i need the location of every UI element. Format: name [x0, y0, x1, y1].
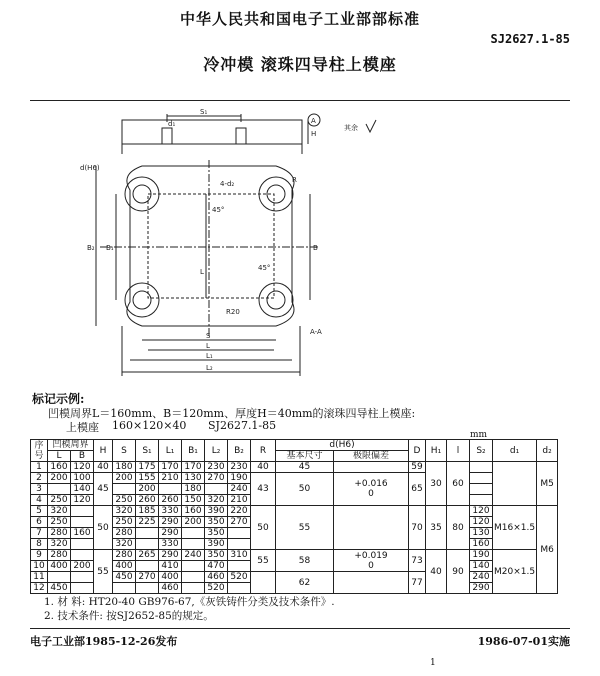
cell-l1: 400	[159, 572, 182, 583]
cell-l1: 410	[159, 561, 182, 572]
cell-l: 280	[48, 528, 71, 539]
cell-b1	[182, 561, 205, 572]
cell-s1: 265	[136, 550, 159, 561]
cell-seq: 11	[31, 572, 48, 583]
cell-b	[71, 539, 94, 550]
dim-angle-1: 45°	[212, 206, 225, 214]
cell-dd: 73	[409, 550, 426, 572]
cell-s1: 175	[136, 462, 159, 473]
elevation-hole-2	[236, 128, 246, 144]
cell-l: 320	[48, 506, 71, 517]
cell-l: 450	[48, 583, 71, 594]
cell-b: 120	[71, 462, 94, 473]
cell-s2	[470, 495, 493, 506]
cell-d-dev: +0.019 0	[334, 550, 409, 572]
cell-s1: 185	[136, 506, 159, 517]
cell-b1: 160	[182, 506, 205, 517]
cell-b: 200	[71, 561, 94, 572]
cell-b1	[182, 528, 205, 539]
cell-d-nom: 55	[276, 506, 334, 550]
cell-d-dev	[334, 506, 409, 550]
cell-s2: 130	[470, 528, 493, 539]
cell-s: 400	[113, 561, 136, 572]
spec-table-body	[31, 462, 558, 594]
cell-l-len: 80	[447, 506, 470, 550]
bushing-outer-br	[259, 283, 293, 317]
dim-r20: R20	[226, 308, 240, 316]
cell-l2: 230	[205, 462, 228, 473]
th-b1: B₁	[182, 440, 205, 462]
cell-seq: 3	[31, 484, 48, 495]
th-dd: D	[409, 440, 426, 462]
th-l: L	[48, 451, 71, 462]
cell-seq: 9	[31, 550, 48, 561]
cell-r: 55	[251, 550, 276, 572]
dim-l: L	[206, 342, 210, 350]
cell-s: 200	[113, 473, 136, 484]
cell-d-dev	[334, 462, 409, 473]
dim-s1: S₁	[200, 108, 208, 116]
cell-r: 40	[251, 462, 276, 473]
th-d1: d₁	[493, 440, 537, 462]
cell-h: 40	[94, 462, 113, 473]
cell-b2: 190	[228, 473, 251, 484]
cell-l	[48, 484, 71, 495]
cell-s2: 240	[470, 572, 493, 583]
cell-b2: 270	[228, 517, 251, 528]
cell-s: 450	[113, 572, 136, 583]
th-seq: 序号	[31, 440, 48, 462]
cell-s: 280	[113, 550, 136, 561]
marking-example-line1: 凹模周界L＝160mm、B＝120mm、厚度H＝40mm的滚珠四导柱上模座:	[48, 407, 416, 420]
cell-b2: 240	[228, 484, 251, 495]
cell-b2	[228, 539, 251, 550]
cell-b1	[182, 572, 205, 583]
cell-d-dev	[334, 572, 409, 594]
cell-l: 280	[48, 550, 71, 561]
cell-l1: 330	[159, 539, 182, 550]
th-l: l	[447, 440, 470, 462]
cell-s: 180	[113, 462, 136, 473]
dim-l1: L₁	[206, 352, 213, 360]
header-rule	[30, 100, 570, 101]
cell-b2: 230	[228, 462, 251, 473]
cell-h1: 30	[426, 462, 447, 506]
effective-date: 1986-07-01实施	[477, 635, 570, 648]
cell-s1: 200	[136, 484, 159, 495]
section-label: A-A	[310, 328, 322, 336]
cell-d1	[493, 462, 537, 506]
cell-l2: 390	[205, 506, 228, 517]
dim-angle-2: 45°	[258, 264, 271, 272]
datum-a-label: A	[311, 117, 316, 125]
roughness-note: 其余	[344, 124, 358, 132]
th-d2: d₂	[537, 440, 558, 462]
table-row	[31, 473, 558, 484]
cell-l2: 460	[205, 572, 228, 583]
issue-date: 电子工业部1985-12-26发布	[30, 635, 178, 648]
elevation-hole-1	[162, 128, 172, 144]
cell-l2: 390	[205, 539, 228, 550]
note-tech: 2. 技术条件: 按SJ2652-85的规定。	[44, 610, 214, 622]
table-row	[31, 550, 558, 561]
dim-hole: 4-d₂	[220, 180, 235, 188]
cell-h1: 35	[426, 506, 447, 550]
cell-b: 160	[71, 528, 94, 539]
th-s: S	[113, 440, 136, 462]
cell-l2: 320	[205, 495, 228, 506]
cell-b2: 310	[228, 550, 251, 561]
cell-l1: 330	[159, 506, 182, 517]
cell-d-nom: 50	[276, 473, 334, 506]
cell-s: 320	[113, 506, 136, 517]
cell-s	[113, 484, 136, 495]
marking-example-code: SJ2627.1-85	[208, 419, 277, 432]
cell-b	[71, 506, 94, 517]
cell-r: 50	[251, 506, 276, 550]
cell-b	[71, 550, 94, 561]
dim-b1: B₁	[106, 244, 114, 252]
cell-seq: 8	[31, 539, 48, 550]
note-material: 1. 材 料: HT20-40 GB976-67,《灰铁铸件分类及技术条件》.	[44, 596, 335, 608]
cell-s: 250	[113, 517, 136, 528]
th-h: H	[94, 440, 113, 462]
cell-s: 250	[113, 495, 136, 506]
cell-s2: 190	[470, 550, 493, 561]
cell-r	[251, 572, 276, 594]
cell-b1: 240	[182, 550, 205, 561]
cell-h1: 40	[426, 550, 447, 594]
cell-s2: 290	[470, 583, 493, 594]
standard-org: 中华人民共和国电子工业部部标准	[179, 10, 420, 28]
cell-l: 250	[48, 517, 71, 528]
dim-h: H	[311, 130, 317, 138]
dim-l2: L₂	[206, 364, 213, 372]
table-unit: mm	[470, 430, 488, 440]
cell-b	[71, 517, 94, 528]
cell-l1: 290	[159, 528, 182, 539]
cell-b2	[228, 528, 251, 539]
th-l1: L₁	[159, 440, 182, 462]
cell-seq: 7	[31, 528, 48, 539]
cell-s1: 155	[136, 473, 159, 484]
cell-s2	[470, 462, 493, 473]
dim-r: R	[292, 176, 297, 184]
cell-h: 55	[94, 550, 113, 594]
cell-b1	[182, 583, 205, 594]
bushing-inner-br	[267, 291, 285, 309]
cell-s2	[470, 473, 493, 484]
bushing-inner-bl	[133, 291, 151, 309]
cell-l2	[205, 484, 228, 495]
document-title: 冷冲模 滚珠四导柱上模座	[203, 55, 397, 74]
table-row	[31, 462, 558, 473]
cell-s1: 260	[136, 495, 159, 506]
dim-d-tol: d(H6)	[80, 164, 100, 172]
cell-seq: 6	[31, 517, 48, 528]
standard-code: SJ2627.1-85	[490, 32, 570, 46]
cell-s1: 270	[136, 572, 159, 583]
cell-d-dev: +0.016 0	[334, 473, 409, 506]
cell-l1: 460	[159, 583, 182, 594]
marking-example-size: 160×120×40	[112, 419, 187, 432]
cell-s2: 160	[470, 539, 493, 550]
cell-seq: 12	[31, 583, 48, 594]
cell-s1	[136, 583, 159, 594]
cell-h: 45	[94, 473, 113, 506]
cell-s2	[470, 484, 493, 495]
cell-l	[48, 572, 71, 583]
cell-s: 320	[113, 539, 136, 550]
cell-seq: 4	[31, 495, 48, 506]
cell-dd: 77	[409, 572, 426, 594]
cell-l2: 350	[205, 517, 228, 528]
th-b: B	[71, 451, 94, 462]
cell-l2: 350	[205, 550, 228, 561]
cell-s: 280	[113, 528, 136, 539]
elevation-view	[122, 120, 302, 144]
th-b2: B₂	[228, 440, 251, 462]
cell-dd: 59	[409, 462, 426, 473]
cell-s1	[136, 539, 159, 550]
cell-h: 50	[94, 506, 113, 550]
cell-l2: 350	[205, 528, 228, 539]
cell-r: 43	[251, 473, 276, 506]
th-h1: H₁	[426, 440, 447, 462]
cell-s2: 120	[470, 517, 493, 528]
cell-s2: 120	[470, 506, 493, 517]
cell-s1	[136, 561, 159, 572]
spec-table	[30, 439, 558, 594]
cavity-outline	[148, 194, 274, 298]
cell-s2: 140	[470, 561, 493, 572]
cell-l: 200	[48, 473, 71, 484]
technical-drawing	[60, 104, 390, 384]
cell-b	[71, 583, 94, 594]
cell-b: 140	[71, 484, 94, 495]
cell-b2	[228, 583, 251, 594]
cell-d-nom: 58	[276, 550, 334, 572]
cell-d-nom: 45	[276, 462, 334, 473]
cell-s1	[136, 528, 159, 539]
cell-l1: 290	[159, 550, 182, 561]
notes	[44, 595, 335, 623]
dim-b2: B₂	[87, 244, 95, 252]
cell-l-len: 60	[447, 462, 470, 506]
table-row	[31, 506, 558, 517]
cell-s	[113, 583, 136, 594]
cell-l2: 470	[205, 561, 228, 572]
cell-l1: 290	[159, 517, 182, 528]
cell-b1: 200	[182, 517, 205, 528]
th-d-dev: 极限偏差	[334, 451, 409, 462]
cell-b2: 210	[228, 495, 251, 506]
cell-d2: M6	[537, 506, 558, 594]
cell-l1: 210	[159, 473, 182, 484]
cell-l2: 520	[205, 583, 228, 594]
th-s1: S₁	[136, 440, 159, 462]
cell-l1: 260	[159, 495, 182, 506]
th-r: R	[251, 440, 276, 462]
th-perimeter: 凹模周界	[48, 440, 94, 451]
cell-l: 400	[48, 561, 71, 572]
marking-example-label: 上模座	[66, 421, 99, 434]
cell-dd: 65	[409, 473, 426, 506]
cell-b	[71, 572, 94, 583]
cell-l: 160	[48, 462, 71, 473]
roughness-icon	[366, 120, 376, 132]
cell-d2: M5	[537, 462, 558, 506]
th-d: d(H6)	[276, 440, 409, 451]
cell-seq: 10	[31, 561, 48, 572]
page-number: 1	[430, 658, 436, 668]
cell-l1	[159, 484, 182, 495]
cell-l1: 170	[159, 462, 182, 473]
th-s2: S₂	[470, 440, 493, 462]
cell-l: 320	[48, 539, 71, 550]
dim-d1: d₁	[168, 120, 176, 128]
cell-seq: 2	[31, 473, 48, 484]
cell-d1: M20×1.5	[493, 550, 537, 594]
cell-b1	[182, 539, 205, 550]
cell-seq: 5	[31, 506, 48, 517]
th-l2: L₂	[205, 440, 228, 462]
th-d-nom: 基本尺寸	[276, 451, 334, 462]
cell-s1: 225	[136, 517, 159, 528]
cell-b2: 520	[228, 572, 251, 583]
dim-b: B	[313, 244, 318, 252]
cell-d-nom: 62	[276, 572, 334, 594]
marking-example-title: 标记示例:	[32, 392, 85, 406]
cell-seq: 1	[31, 462, 48, 473]
cell-b1: 180	[182, 484, 205, 495]
footer-rule	[30, 628, 570, 629]
cell-l: 250	[48, 495, 71, 506]
cell-l-len: 90	[447, 550, 470, 594]
cell-dd: 70	[409, 506, 426, 550]
cell-b: 100	[71, 473, 94, 484]
cell-b2	[228, 561, 251, 572]
cell-b1: 130	[182, 473, 205, 484]
plan-outline	[127, 166, 294, 326]
cell-b: 120	[71, 495, 94, 506]
cell-b1: 150	[182, 495, 205, 506]
dim-s: S	[206, 332, 211, 340]
cell-d1: M16×1.5	[493, 506, 537, 550]
cell-b1: 170	[182, 462, 205, 473]
cell-l2: 270	[205, 473, 228, 484]
dim-l-vertical: L	[200, 268, 204, 276]
cell-b2: 220	[228, 506, 251, 517]
